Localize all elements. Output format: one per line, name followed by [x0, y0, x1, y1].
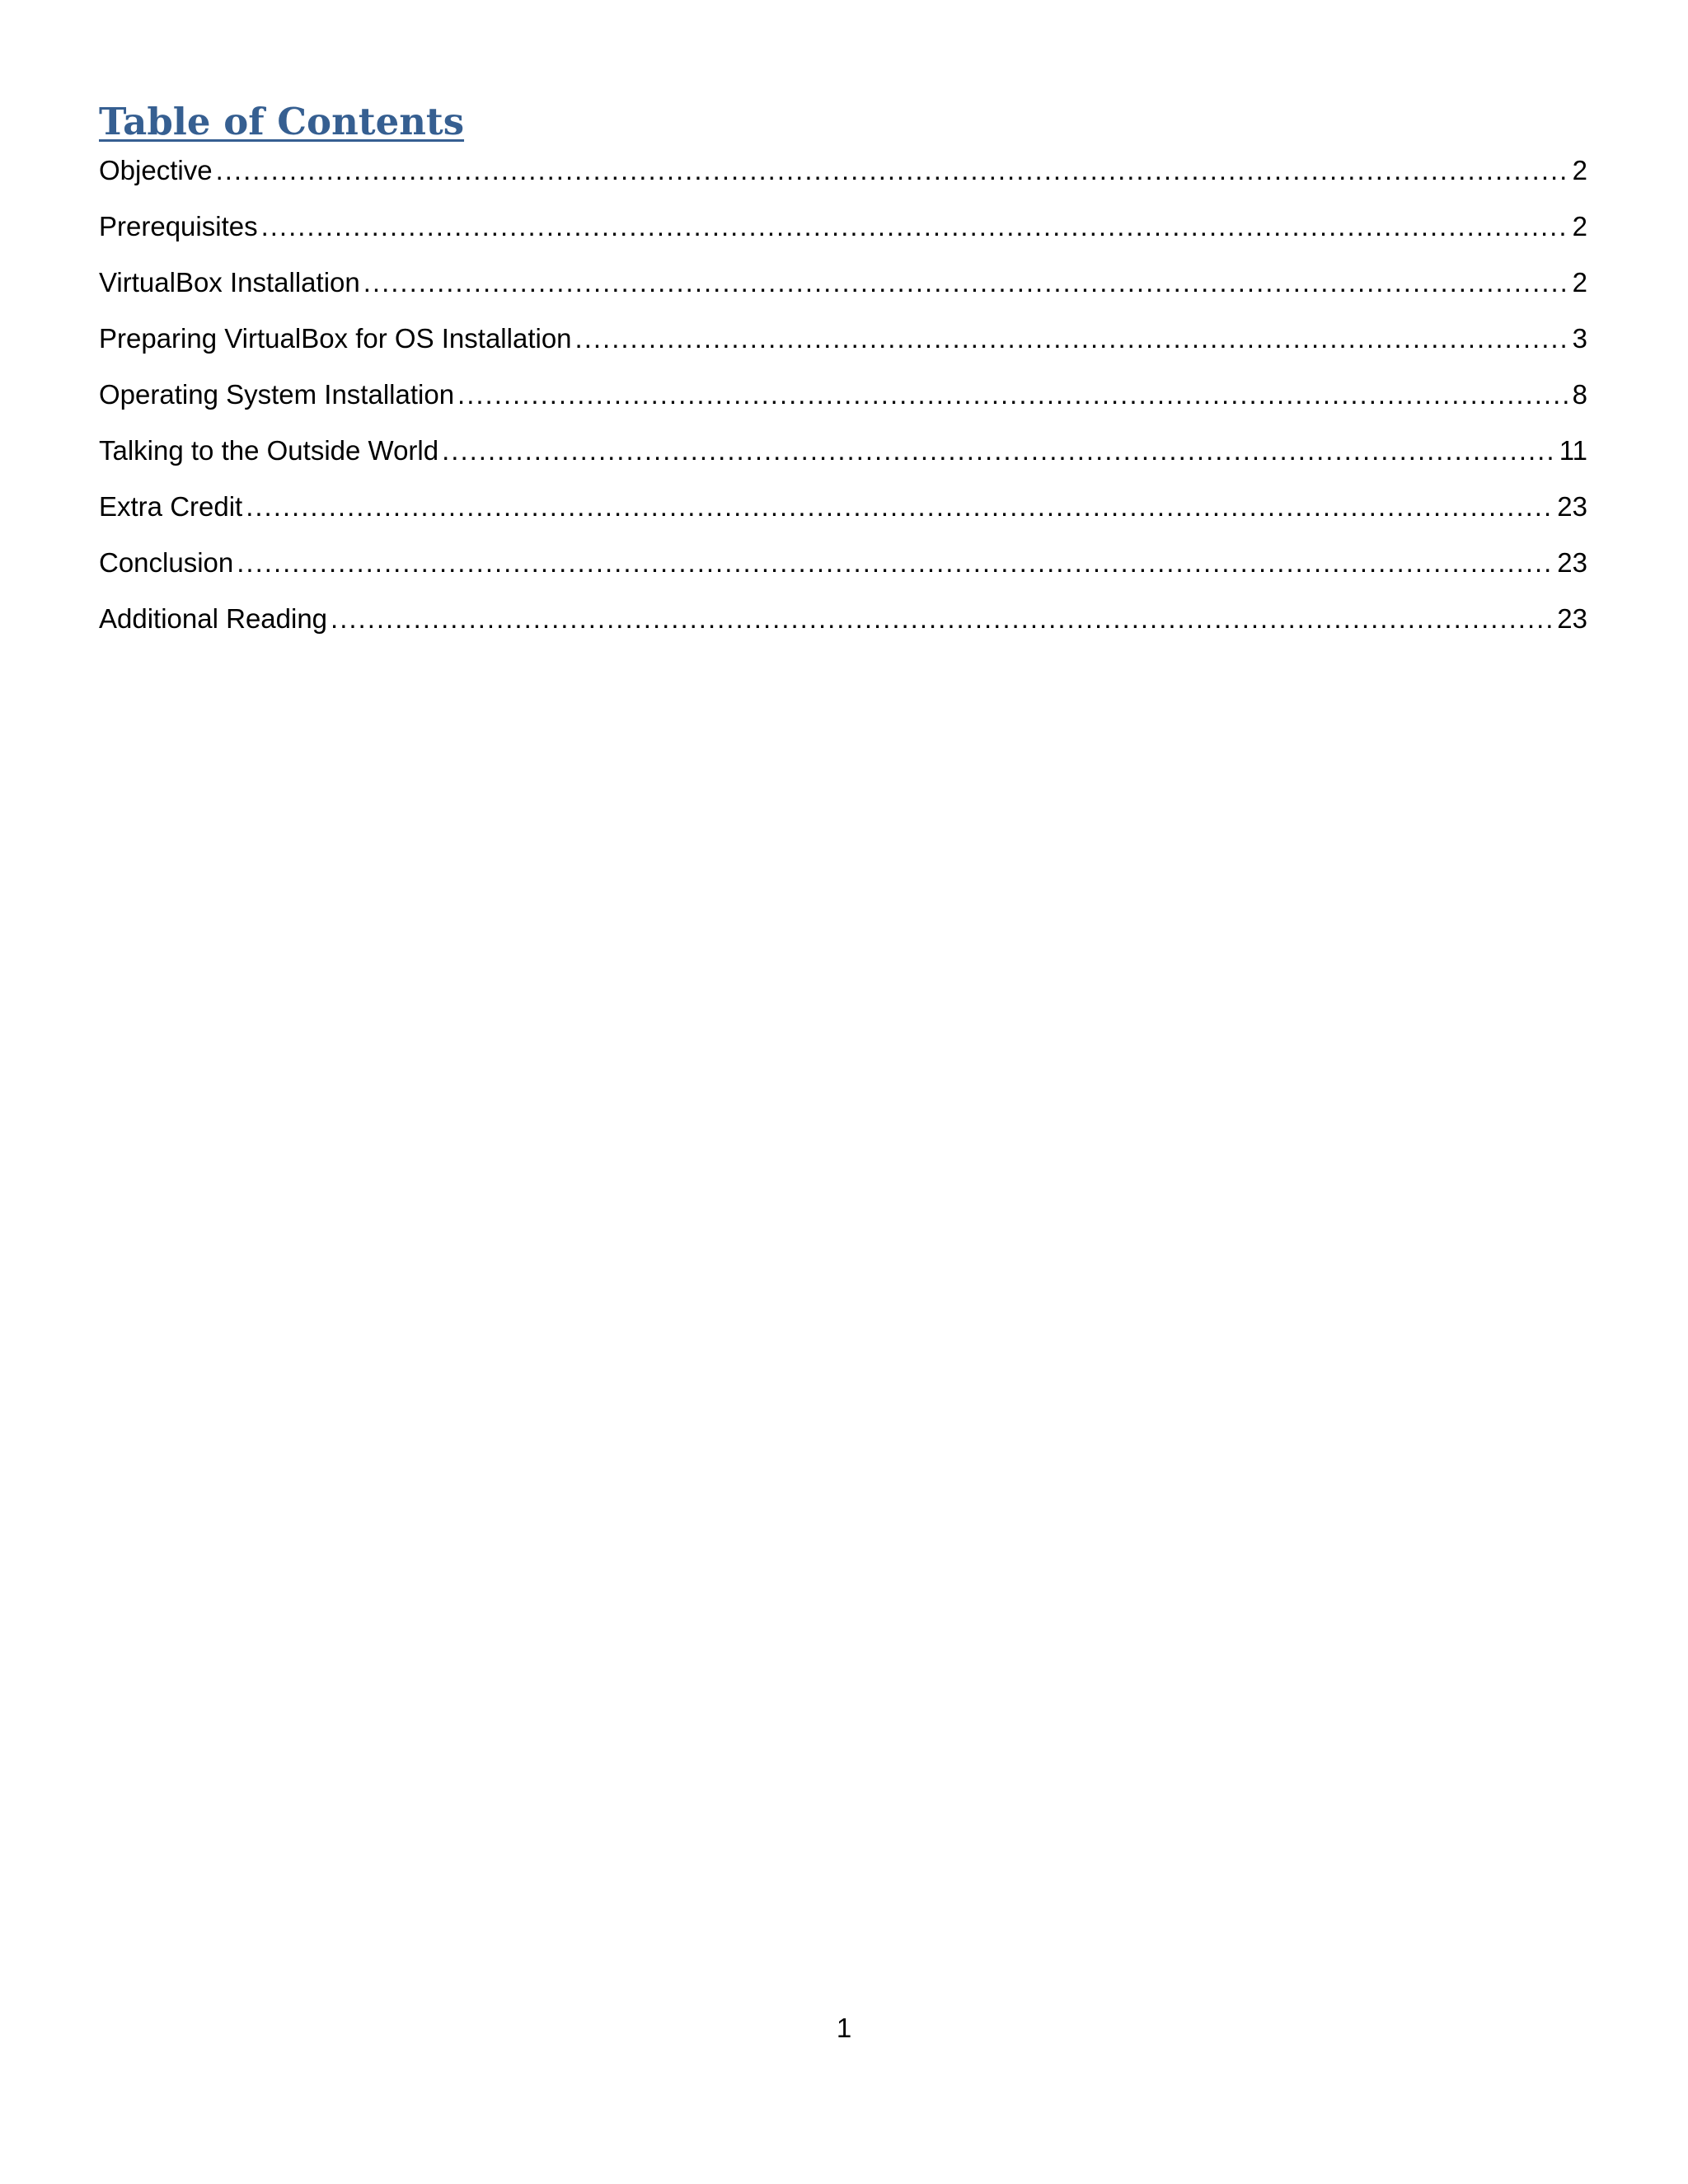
toc-dot-leader — [457, 376, 1569, 414]
toc-dot-leader — [442, 432, 1556, 470]
toc-dot-leader — [363, 264, 1569, 302]
toc-entry-page: 2 — [1572, 155, 1587, 185]
toc-title: Table of Contents — [99, 100, 465, 143]
toc-entry-page: 11 — [1559, 435, 1587, 466]
toc-entry-talking-to-outside-world[interactable] — [99, 432, 1587, 488]
toc-dot-leader — [216, 152, 1569, 190]
toc-entry-operating-system-installation[interactable] — [99, 376, 1587, 432]
toc-entry-page: 2 — [1572, 267, 1587, 298]
toc-entry-label: Talking to the Outside World — [99, 435, 439, 466]
toc-entry-page: 23 — [1557, 491, 1587, 522]
toc-entry-label: Extra Credit — [99, 491, 243, 522]
toc-entry-page: 23 — [1557, 603, 1587, 634]
toc-dot-leader — [261, 208, 1569, 246]
toc-dot-leader — [331, 600, 1554, 638]
toc-entry-objective[interactable] — [99, 152, 1587, 208]
toc-list — [99, 152, 1587, 656]
toc-entry-label: VirtualBox Installation — [99, 267, 360, 298]
toc-entry-label: Additional Reading — [99, 603, 328, 634]
toc-entry-label: Objective — [99, 155, 213, 185]
toc-entry-label: Operating System Installation — [99, 379, 455, 410]
toc-entry-virtualbox-installation[interactable] — [99, 264, 1587, 320]
toc-entry-conclusion[interactable] — [99, 544, 1587, 600]
toc-entry-page: 3 — [1572, 323, 1587, 354]
toc-entry-prerequisites[interactable] — [99, 208, 1587, 264]
toc-dot-leader — [237, 544, 1554, 582]
toc-entry-preparing-virtualbox[interactable] — [99, 320, 1587, 376]
toc-entry-extra-credit[interactable] — [99, 488, 1587, 544]
toc-entry-page: 23 — [1557, 547, 1587, 578]
page-number: 1 — [836, 2013, 852, 2043]
toc-entry-additional-reading[interactable] — [99, 600, 1587, 656]
toc-entry-label: Prerequisites — [99, 211, 258, 241]
toc-dot-leader — [246, 488, 1554, 526]
toc-entry-page: 2 — [1572, 211, 1587, 241]
toc-entry-page: 8 — [1572, 379, 1587, 410]
toc-dot-leader — [575, 320, 1569, 358]
toc-entry-label: Preparing VirtualBox for OS Installation — [99, 323, 572, 354]
toc-entry-label: Conclusion — [99, 547, 234, 578]
